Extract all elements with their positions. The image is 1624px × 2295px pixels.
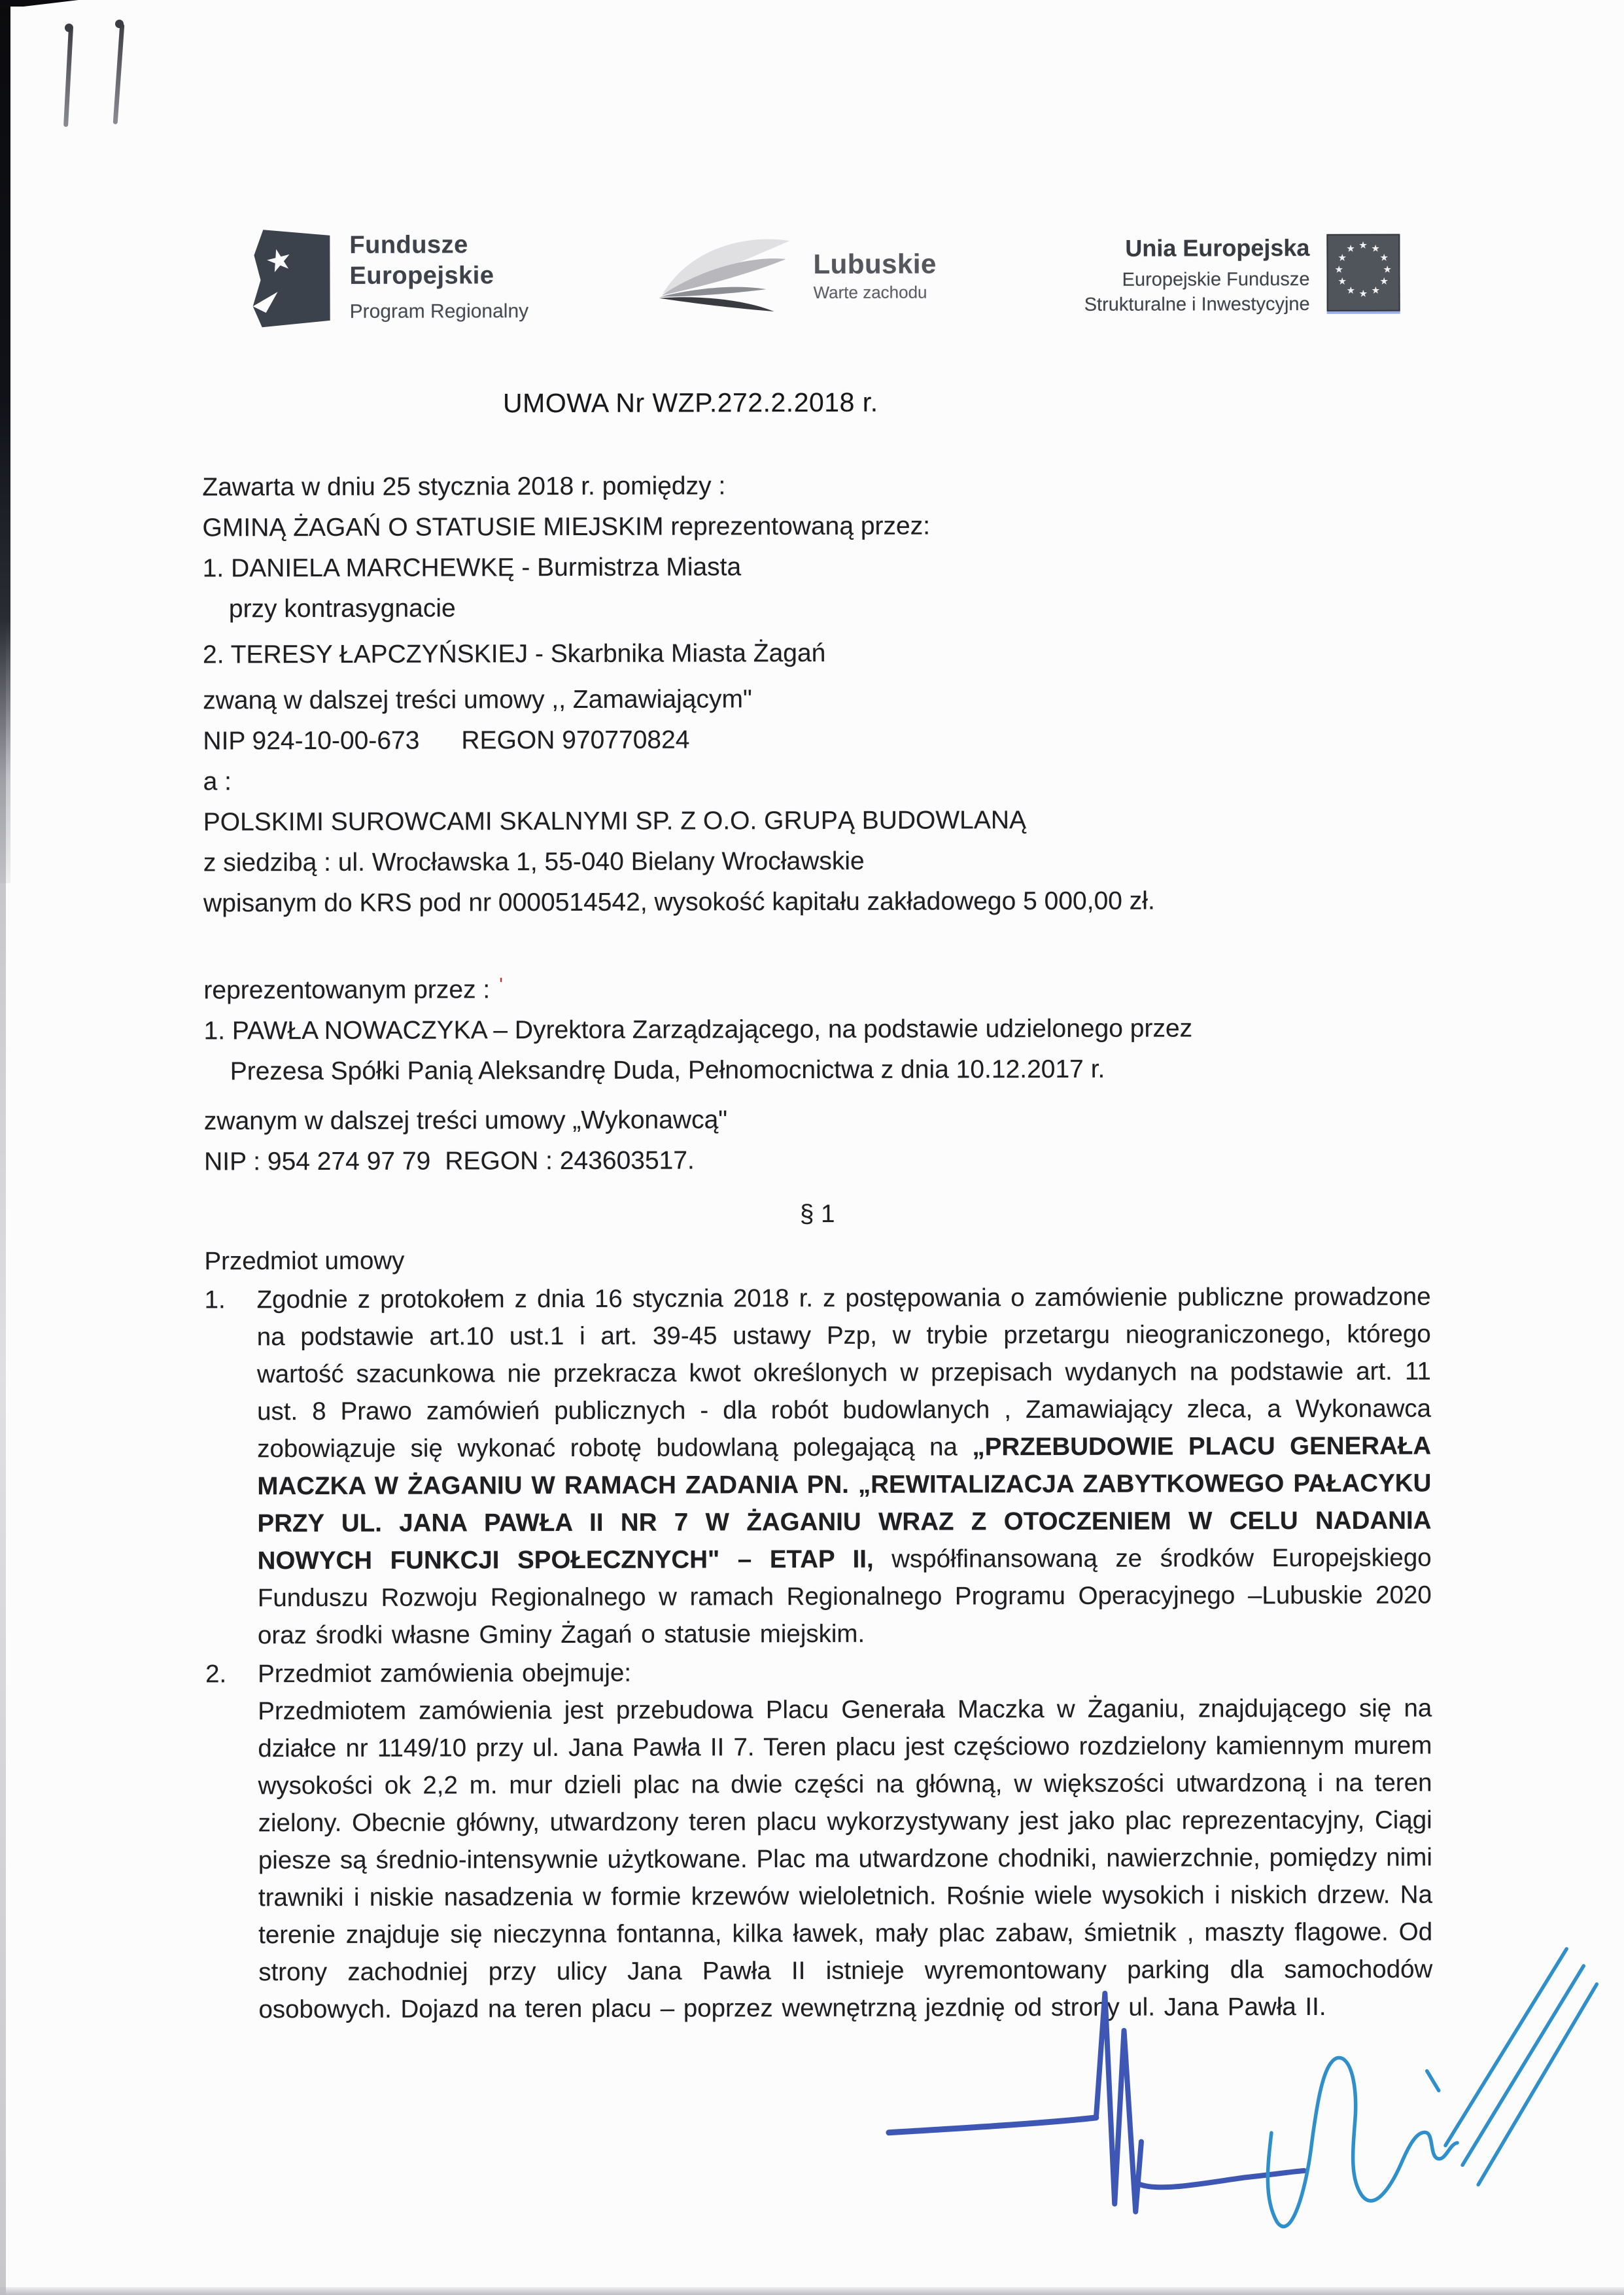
item-1-text-normal-1: Zgodnie z protokołem z dnia 16 stycznia 2018 r. z postępowania o zamówienie publiczne prowadzone na podstawie art.10 ust.1 i art. 39-45 ustawy Pzp, w trybie przetargu nieograniczonego, którego wartość szacunkowa nie przekracza kwot określonych w przepisach wydanych na podstawie art. 11 ust. 8 Prawo zamówień publicznych - dla robót budowlanych , Zamawiający zleca, a Wykonawca zobowiązuje się wykonać robotę budowlaną polegającą na bbox=[256, 1282, 1432, 1463]
item-2-intro-line: Przedmiot zamówienia obejmuje: bbox=[258, 1658, 632, 1689]
section-1-subheading: Przedmiot umowy bbox=[204, 1246, 405, 1276]
logo-lubuskie bbox=[655, 230, 937, 325]
zamawiajacy-regon: REGON 970770824 bbox=[461, 726, 690, 755]
section-1-heading: § 1 bbox=[799, 1199, 835, 1229]
item-1-text-normal-2: współfinansowaną ze środków Europejskiego Funduszu Rozwoju Regionalnego w ramach Regionalnego Programu Operacyjnego –Lubuskie 2020 oraz środki własne Gminy Żagań o statusie miejskim. bbox=[257, 1543, 1432, 1650]
fe-flag-icon bbox=[251, 228, 331, 332]
fe-logo-line1: Fundusze bbox=[349, 231, 468, 259]
ue-logo-line2: Europejskie Fundusze bbox=[1122, 269, 1310, 290]
zamawiajacy-nip-regon-line bbox=[203, 718, 1429, 762]
section-1-item-1 bbox=[205, 1278, 1432, 1655]
parties-block bbox=[202, 464, 1430, 1183]
zamawiajacy-representative-1-cont: przy kontrasygnacie bbox=[228, 594, 456, 623]
svg-text:★: ★ bbox=[262, 240, 296, 280]
lubuskie-logo-name: Lubuskie bbox=[813, 248, 937, 279]
wykonawca-krs-line: wpisanym do KRS pod nr 0000514542, wysokość kapitału zakładowego 5 000,00 zł. bbox=[203, 886, 1155, 918]
wykonawca-address-line: z siedzibą : ul. Wrocławska 1, 55-040 Bielany Wrocławskie bbox=[203, 847, 865, 877]
red-pen-tick-mark: ' bbox=[499, 974, 503, 996]
wykonawca-represented-by-text: reprezentowanym przez : bbox=[203, 975, 491, 1005]
contract-title: UMOWA Nr WZP.272.2.2018 r. bbox=[502, 387, 878, 419]
signature-ink-icon bbox=[852, 1915, 1624, 2295]
ue-logo-line3: Strukturalne i Inwestycyjne bbox=[1084, 294, 1310, 315]
wykonawca-regon: REGON : 243603517. bbox=[445, 1146, 695, 1176]
item-1-text bbox=[257, 1278, 1432, 1655]
party-zamawiajacy-name: GMINĄ ŻAGAŃ O STATUSIE MIEJSKIM reprezentowaną przez: bbox=[202, 512, 931, 542]
lubuskie-logo-tagline: Warte zachodu bbox=[813, 282, 927, 302]
zamawiajacy-representative-1: 1. DANIELA MARCHEWKĘ - Burmistrza Miasta bbox=[202, 553, 742, 583]
wykonawca-nip-regon-line bbox=[204, 1139, 1430, 1183]
wykonawca-nip: NIP : 954 274 97 79 bbox=[203, 1147, 431, 1176]
party-wykonawca-name: POLSKIMI SUROWCAMI SKALNYMI SP. Z O.O. GRUPĄ BUDOWLANĄ bbox=[203, 806, 1027, 837]
zamawiajacy-nip: NIP 924-10-00-673 bbox=[203, 726, 420, 756]
intro-opening-line: Zawarta w dniu 25 stycznia 2018 r. pomiędzy : bbox=[202, 472, 726, 502]
logo-fundusze-europejskie bbox=[251, 227, 528, 332]
wykonawca-term-line: zwanym w dalszej treści umowy „Wykonawcą" bbox=[203, 1106, 728, 1136]
item-2-description: Przedmiotem zamówienia jest przebudowa Placu Generała Maczka w Żaganiu, znajdującego się na działce nr 1149/10 przy ul. Jana Pawła II 7. Teren placu jest częściowo rozdzielony kamiennym murem wysokości ok 2,2 m. mur dzieli plac na dwie części na główną, w większości utwardzoną i na teren zielony. Obecnie główny, utwardzony teren placu wykorzystywany jest jako plac reprezentacyjny, Ciągi piesze są średnio-intensywnie użytkowane. Plac ma utwardzone chodniki, nawierzchnie, pomiędzy nimi trawniki i niskie nasadzenia w formie krzewów wieloletnich. Rośnie wiele wysokich i niskich drzew. Na terenie znajduje się nieczynna fontanna, kilka ławek, mały plac zabaw, śmietnik , maszty flagowe. Od strony zachodniej przy ulicy Jana Pawła II istnieje wyremontowany parking dla samochodów osobowych. Dojazd na teren placu – poprzez wewnętrzną jezdnię od strony ul. Jana Pawła II. bbox=[258, 1694, 1433, 2024]
wykonawca-representative-1: 1. PAWŁA NOWACZYKA – Dyrektora Zarządzającego, na podstawie udzielonego przez bbox=[203, 1014, 1193, 1045]
zamawiajacy-term-line: zwaną w dalszej treści umowy ,, Zamawiającym" bbox=[203, 685, 752, 715]
fe-logo-line2: Europejskie bbox=[349, 262, 494, 290]
handwritten-signatures bbox=[852, 1915, 1624, 2295]
ue-logo-line1: Unia Europejska bbox=[1125, 234, 1310, 262]
wykonawca-represented-by-line bbox=[203, 963, 1430, 1011]
wykonawca-representative-1-cont: Prezesa Spółki Panią Aleksandrę Duda, Pełnomocnictwa z dnia 10.12.2017 r. bbox=[230, 1055, 1105, 1086]
zamawiajacy-representative-2: 2. TERESY ŁAPCZYŃSKIEJ - Skarbnika Miasta Żagań bbox=[202, 639, 826, 669]
item-2-number: 2. bbox=[205, 1660, 227, 1689]
parties-separator: a : bbox=[203, 767, 232, 796]
lubuskie-swoosh-icon bbox=[655, 230, 801, 326]
section-1 bbox=[204, 1195, 1432, 2029]
item-1-text-bold-project-name: „PRZEBUDOWIE PLACU GENERAŁA MACZKA W ŻAGANIU W RAMACH ZADANIA PN. „REWITALIZACJA ZABYTKOWEGO PAŁACYKU PRZY UL. JANA PAWŁA II NR 7 W ŻAGANIU WRAZ Z OTOCZENIEM W CELU NADANIA NOWYCH FUNKCJI SPOŁECZNYCH" – ETAP II, bbox=[257, 1431, 1432, 1575]
logo-unia-europejska bbox=[992, 234, 1400, 318]
fe-logo-line3: Program Regionalny bbox=[349, 300, 529, 323]
eu-flag-icon: ★ ★ ★ ★ ★ ★ ★ ★ ★ ★ ★ ★ bbox=[1326, 234, 1400, 311]
item-1-number: 1. bbox=[204, 1286, 226, 1314]
